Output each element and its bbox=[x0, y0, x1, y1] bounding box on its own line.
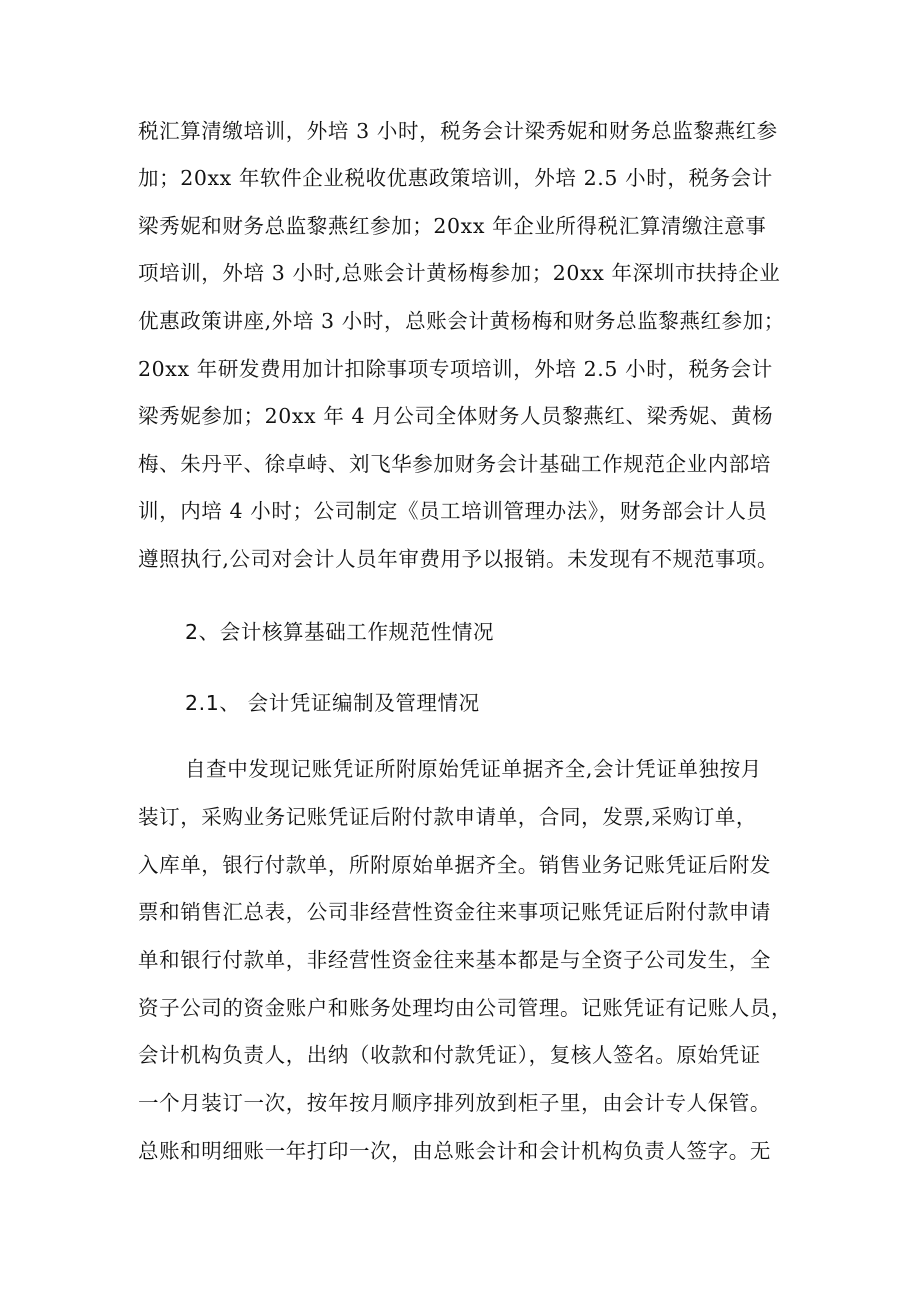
text-line: 优惠政策讲座,外培 3 小时，总账会计黄杨梅和财务总监黎燕红参加； bbox=[138, 309, 785, 333]
text-line: 梁秀妮和财务总监黎燕红参加；20xx 年企业所得税汇算清缴注意事 bbox=[138, 214, 767, 238]
text-line: 自查中发现记账凭证所附原始凭证单据齐全,会计凭证单独按月 bbox=[185, 757, 762, 781]
text-line: 税汇算清缴培训，外培 3 小时，税务会计梁秀妮和财务总监黎燕红参 bbox=[138, 119, 778, 143]
text-line: 会计机构负责人，出纳（收款和付款凭证），复核人签名。原始凭证 bbox=[138, 1043, 761, 1067]
text-line: 项培训，外培 3 小时,总账会计黄杨梅参加；20xx 年深圳市扶持企业 bbox=[138, 261, 781, 285]
text-line: 入库单，银行付款单，所附原始单据齐全。销售业务记账凭证后附发 bbox=[138, 853, 771, 877]
subsection-heading: 2.1、 会计凭证编制及管理情况 bbox=[185, 691, 480, 715]
text-line: 20xx 年研发费用加计扣除事项专项培训，外培 2.5 小时，税务会计 bbox=[138, 357, 773, 381]
text-line: 单和银行付款单，非经营性资金往来基本都是与全资子公司发生，全 bbox=[138, 948, 771, 972]
text-line: 总账和明细账一年打印一次，由总账会计和会计机构负责人签字。无 bbox=[138, 1139, 771, 1163]
text-line: 资子公司的资金账户和账务处理均由公司管理。记账凭证有记账人员， bbox=[138, 996, 793, 1020]
text-line: 装订，采购业务记账凭证后附付款申请单，合同，发票,采购订单， bbox=[138, 805, 758, 829]
text-line: 遵照执行,公司对会计人员年审费用予以报销。未发现有不规范事项。 bbox=[138, 547, 779, 571]
text-line: 训，内培 4 小时；公司制定《员工培训管理办法》，财务部会计人员 bbox=[138, 499, 768, 523]
text-line: 加；20xx 年软件企业税收优惠政策培训，外培 2.5 小时，税务会计 bbox=[138, 166, 773, 190]
text-line: 梅、朱丹平、徐卓峙、刘飞华参加财务会计基础工作规范企业内部培 bbox=[138, 452, 771, 476]
text-line: 一个月装订一次，按年按月顺序排列放到柜子里，由会计专人保管。 bbox=[138, 1091, 771, 1115]
text-line: 梁秀妮参加；20xx 年 4 月公司全体财务人员黎燕红、梁秀妮、黄杨 bbox=[138, 404, 774, 428]
text-line: 票和销售汇总表，公司非经营性资金往来事项记账凭证后附付款申请 bbox=[138, 900, 771, 924]
section-heading: 2、会计核算基础工作规范性情况 bbox=[185, 620, 495, 644]
